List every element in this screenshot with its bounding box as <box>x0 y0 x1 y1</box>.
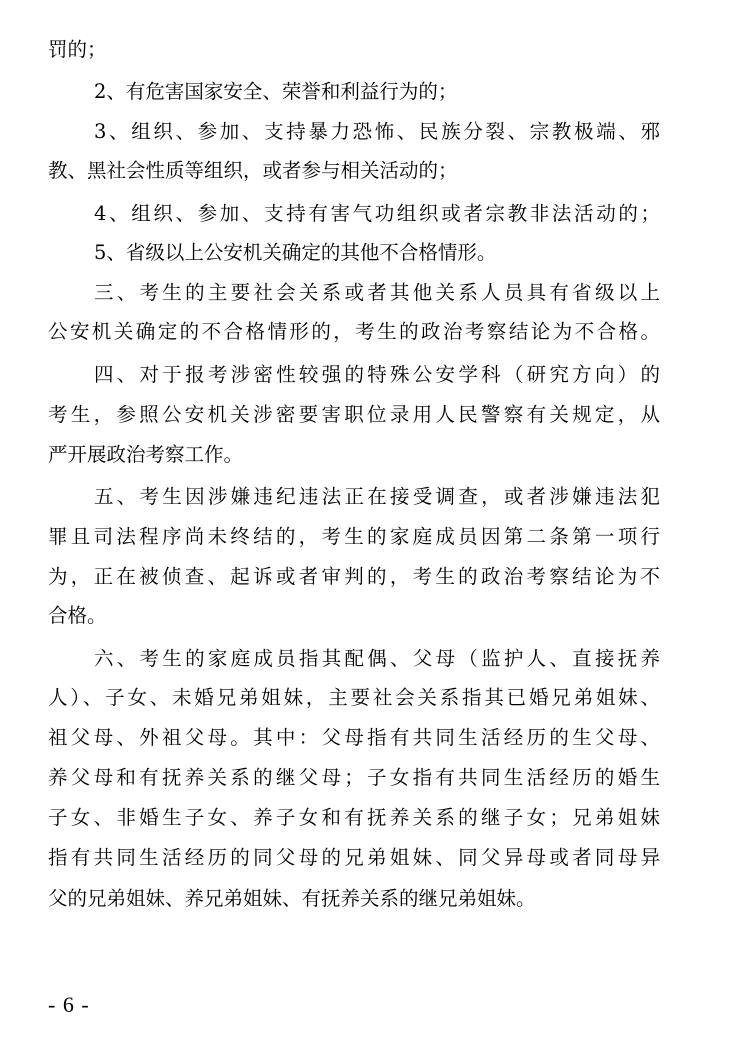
text-line-11: 严开展政治考察工作。 <box>48 443 244 466</box>
text-line-8: 公安机关确定的不合格情形的，考生的政治考察结论为不合格。 <box>48 320 660 343</box>
text-line-2: 2、有危害国家安全、荣誉和利益行为的； <box>94 80 458 103</box>
text-line-20: 子女、非婚生子女、养子女和有抚养关系的继子女；兄弟姐妹 <box>48 806 660 829</box>
text-line-15: 合格。 <box>48 604 107 627</box>
text-line-1: 罚的； <box>48 38 107 61</box>
text-line-10: 考生，参照公安机关涉密要害职位录用人民警察有关规定，从 <box>48 403 660 426</box>
text-line-6: 5、省级以上公安机关确定的其他不合格情形。 <box>94 241 497 264</box>
text-line-22: 父的兄弟姐妹、养兄弟姐妹、有抚养关系的继兄弟姐妹。 <box>48 887 536 910</box>
text-line-3: 3、组织、参加、支持暴力恐怖、民族分裂、宗教极端、邪 <box>94 120 660 143</box>
text-line-16: 六、考生的家庭成员指其配偶、父母（监护人、直接抚养 <box>94 647 660 670</box>
text-line-21: 指有共同生活经历的同父母的兄弟姐妹、同父异母或者同母异 <box>48 846 660 869</box>
text-line-12: 五、考生因涉嫌违纪违法正在接受调查，或者涉嫌违法犯 <box>94 485 660 508</box>
text-line-13: 罪且司法程序尚未终结的，考生的家庭成员因第二条第一项行 <box>48 525 660 548</box>
text-line-19: 养父母和有抚养关系的继父母；子女指有共同生活经历的婚生 <box>48 766 660 789</box>
text-line-17: 人）、子女、未婚兄弟姐妹，主要社会关系指其已婚兄弟姐妹、 <box>48 686 660 709</box>
text-line-7: 三、考生的主要社会关系或者其他关系人员具有省级以上 <box>94 281 660 304</box>
text-line-4: 教、黑社会性质等组织，或者参与相关活动的； <box>48 159 458 182</box>
text-line-5: 4、组织、参加、支持有害气功组织或者宗教非法活动的； <box>94 202 660 225</box>
text-line-9: 四、对于报考涉密性较强的特殊公安学科（研究方向）的 <box>94 363 660 386</box>
text-line-18: 祖父母、外祖父母。其中：父母指有共同生活经历的生父母、 <box>48 726 660 749</box>
text-line-14: 为，正在被侦查、起诉或者审判的，考生的政治考察结论为不 <box>48 565 660 588</box>
page-number: - 6 - <box>48 992 90 1017</box>
